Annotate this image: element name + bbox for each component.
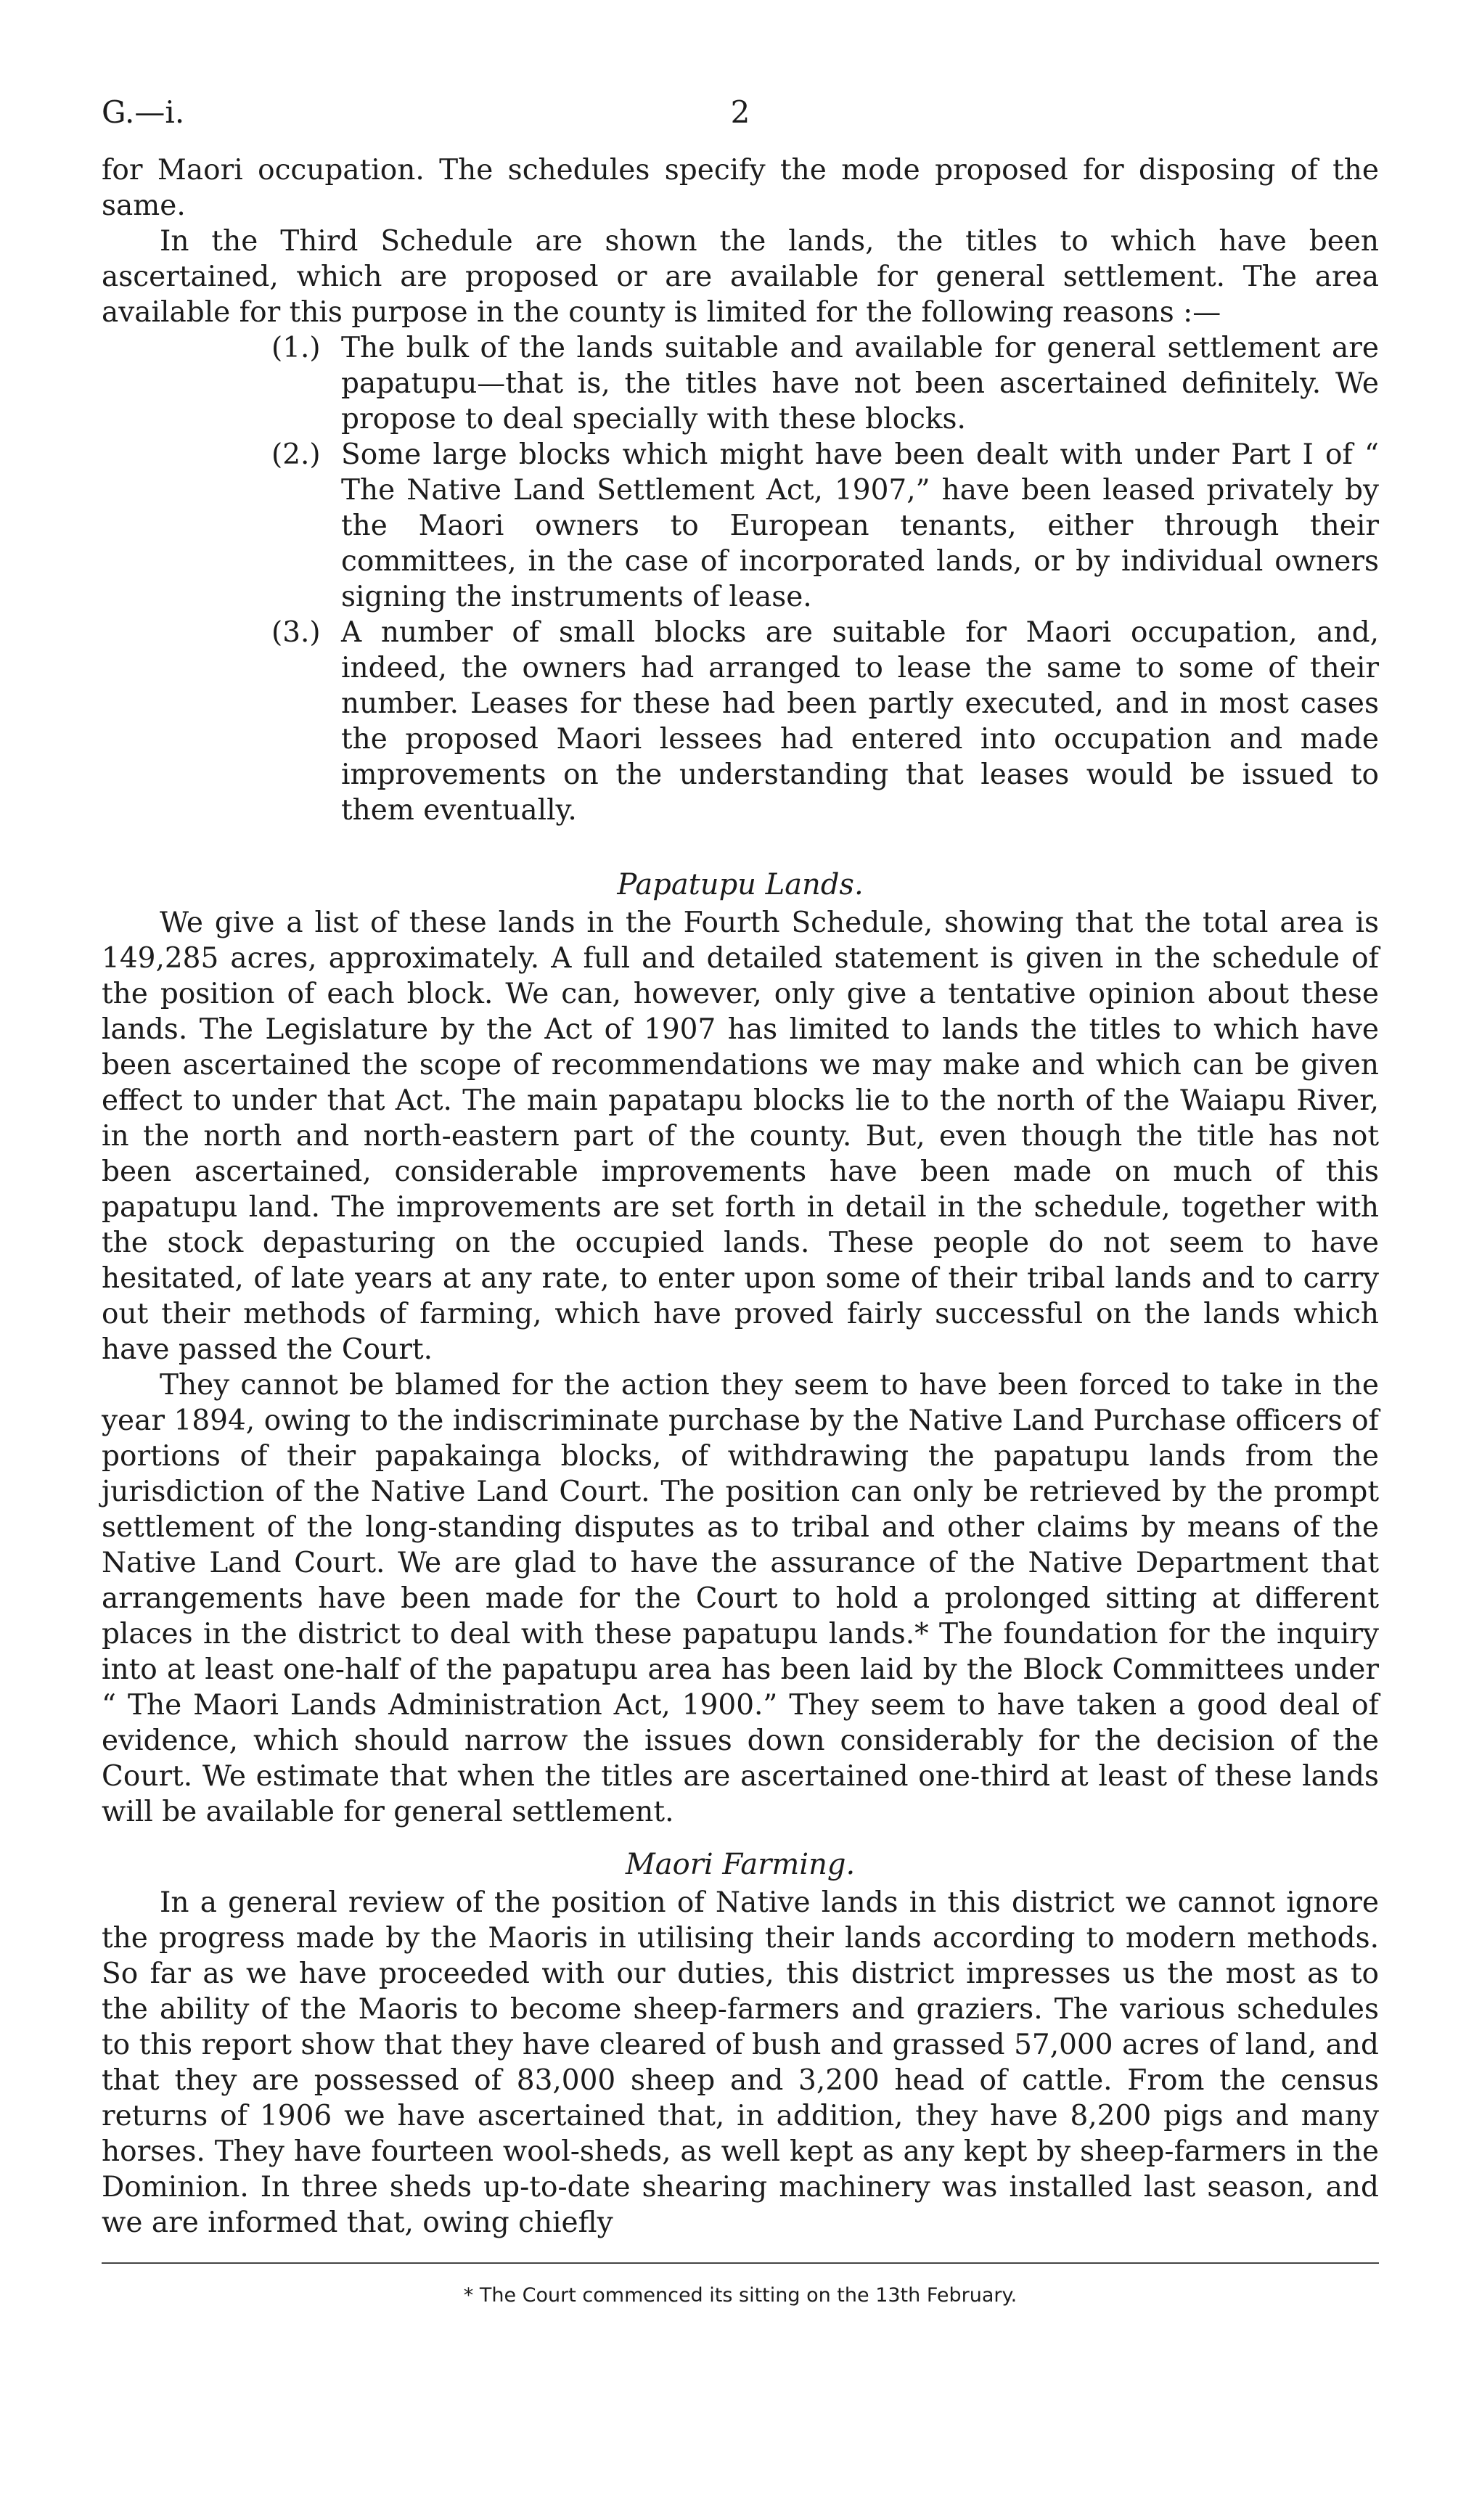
reason-text: A number of small blocks are suitable for Maori occupation, and, indeed, the owners had arranged to lease the same to some of their number. Leases for these had been partly executed, and in most cases the proposed Maori lessees had entered into occupation and made improvements on the understanding that leases would be issued to them eventually.	[341, 616, 1379, 827]
maori-farming-paragraph: In a general review of the position of Native lands in this district we cannot ignore the progress made by the Maoris in utilising their lands according to modern methods. So far as we have proceeded with our duties, this district impresses us the most as to the ability of the Maoris to become sheep-farmers and graziers. The various schedules to this report show that they have cleared of bush and grassed 57,000 acres of land, and that they are possessed of 83,000 sheep and 3,200 head of cattle. From the census returns of 1906 we have ascertained that, in addition, they have 8,200 pigs and many horses. They have fourteen wool-sheds, as well kept as any kept by sheep-farmers in the Dominion. In three sheds up-to-date shearing machinery was installed last season, and we are informed that, owing chiefly	[102, 1886, 1379, 2239]
reason-text: Some large blocks which might have been dealt with under Part I of “ The Native Land Settlement Act, 1907,” have been leased privately by the Maori owners to European tenants, either through their committees, in the case of incorporated lands, or by individual owners signing the instruments of lease.	[341, 438, 1379, 613]
page-number: 2	[730, 94, 750, 130]
footnote-divider	[102, 2262, 1379, 2264]
reason-number: (1.)	[271, 332, 321, 364]
papatupu-paragraph: They cannot be blamed for the action they seem to have been forced to take in the year 1894, owing to the indiscriminate purchase by the Native Land Purchase officers of portions of their papakainga blocks, of withdrawing the papatupu lands from the jurisdiction of the Native Land Court. The position can only be retrieved by the prompt settlement of the long-standing disputes as to tribal and other claims by means of the Native Land Court. We are glad to have the assurance of the Native Department that arrangements have been made for the Court to hold a prolonged sitting at different places in the district to deal with these papatupu lands.* The foundation for the inquiry into at least one-half of the papatupu area has been laid by the Block Committees under “ The Maori Lands Administration Act, 1900.” They seem to have taken a good deal of evidence, which should narrow the issues down considerably for the decision of the Court. We estimate that when the titles are ascertained one-third at least of these lands will be available for general settlement.	[102, 1369, 1379, 1828]
running-header	[102, 94, 1379, 152]
reason-item	[102, 615, 1379, 828]
reason-item	[102, 330, 1379, 437]
reason-text: The bulk of the lands suitable and available for general settlement are papatupu—that is, the titles have not been ascertained definitely. We propose to deal specially with these blocks.	[341, 332, 1379, 435]
continuation-paragraph: for Maori occupation. The schedules specify the mode proposed for disposing of the same.	[102, 154, 1379, 222]
third-schedule-paragraph: In the Third Schedule are shown the lands, the titles to which have been ascertained, which are proposed or are available for general settlement. The area available for this purpose in the county is limited for the following reasons :—	[102, 225, 1379, 329]
reasons-list	[102, 330, 1379, 828]
reason-number: (3.)	[271, 616, 321, 649]
spacer	[102, 1830, 1379, 1844]
spacer	[102, 828, 1379, 864]
papatupu-lands-heading: Papatupu Lands.	[617, 868, 864, 901]
document-reference: G.—i.	[102, 94, 185, 130]
reason-item	[102, 437, 1379, 615]
document-page	[102, 94, 1379, 2309]
reason-number: (2.)	[271, 438, 321, 471]
maori-farming-heading: Maori Farming.	[625, 1848, 856, 1881]
footnote: * The Court commenced its sitting on the 13th February.	[463, 2284, 1018, 2307]
papatupu-paragraph: We give a list of these lands in the Fourth Schedule, showing that the total area is 149,285 acres, approximately. A full and detailed statement is given in the schedule of the position of each block. We can, however, only give a tentative opinion about these lands. The Legislature by the Act of 1907 has limited to lands the titles to which have been ascertained the scope of recommendations we may make and which can be given effect to under that Act. The main papatapu blocks lie to the north of the Waiapu River, in the north and north-eastern part of the county. But, even though the title has not been ascertained, considerable improvements have been made on much of this papatupu land. The improvements are set forth in detail in the schedule, together with the stock depasturing on the occupied lands. These people do not seem to have hesitated, of late years at any rate, to enter upon some of their tribal lands and to carry out their methods of farming, which have proved fairly successful on the lands which have passed the Court.	[102, 907, 1379, 1366]
